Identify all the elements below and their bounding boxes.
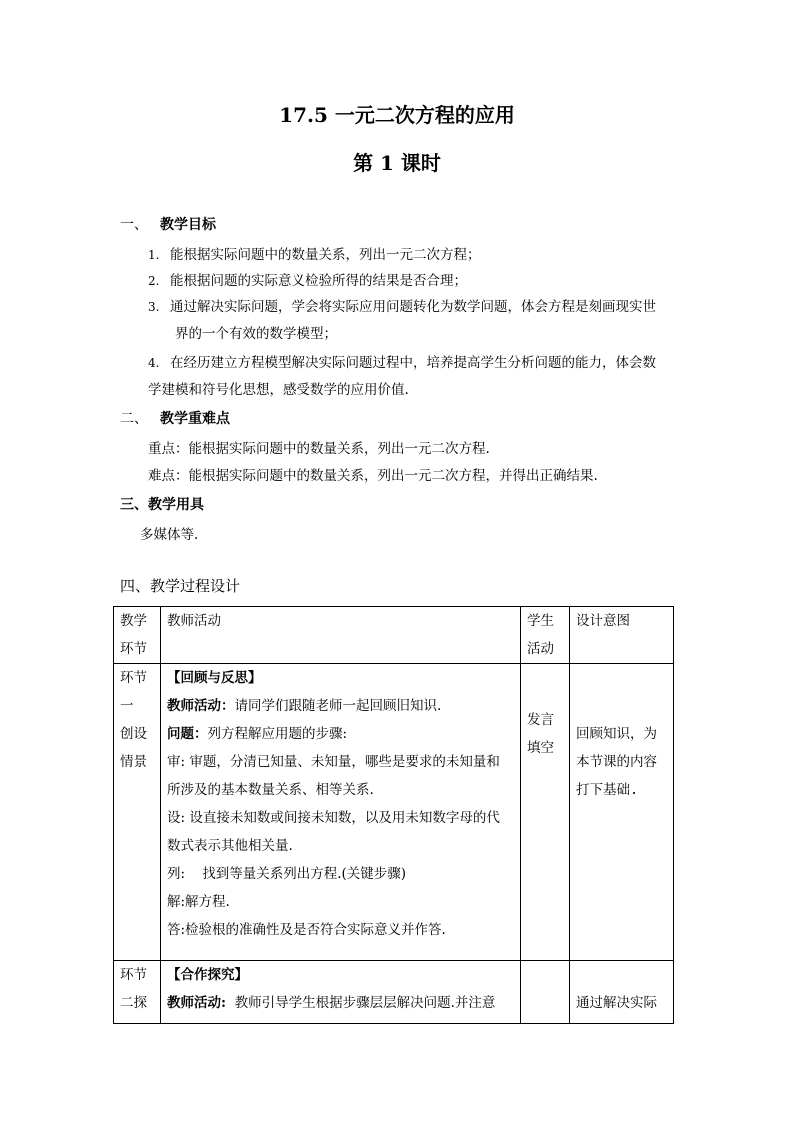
table-row: [114, 664, 674, 961]
table-header-row: [114, 607, 674, 664]
stage-text: 二探: [120, 995, 147, 1011]
stage-text: 创设: [120, 726, 147, 742]
label: 问题：: [167, 726, 208, 742]
item-text: 通过解决实际问题，学会将实际应用问题转化为数学问题，体会方程是刻画现实世: [170, 299, 656, 315]
step-line: 解:解方程.: [167, 894, 230, 910]
teacher-activity-cell: [161, 961, 521, 1024]
student-text: 填空: [527, 740, 554, 756]
step-line: 设: 设直接未知数或间接未知数，以及用未知数字母的代: [167, 810, 500, 826]
label: 教师活动:: [167, 995, 226, 1011]
section-heading-key-points: [120, 410, 230, 428]
step-line: 所涉及的基本数量关系、相等关系.: [167, 782, 374, 798]
student-text: 发言: [527, 712, 554, 728]
key-point-text: 重点：能根据实际问题中的数量关系，列出一元二次方程.: [148, 441, 490, 457]
objective-item: [148, 272, 467, 290]
lesson-subtitle: 第 1 课时: [353, 151, 441, 175]
section-heading-process: 四、教学过程设计: [120, 577, 241, 595]
objective-item: [148, 298, 656, 316]
objective-item-continuation: 学建模和符号化思想，感受数学的应用价值.: [148, 382, 409, 398]
header-text: 教师活动: [167, 613, 221, 629]
text: 请同学们跟随老师一起回顾旧知识.: [234, 698, 442, 714]
intent-text: 打下基础.: [576, 782, 639, 798]
objective-item-continuation: 界的一个有效的数学模型；: [175, 326, 337, 342]
item-number: 1.: [148, 248, 160, 262]
intent-cell: [570, 664, 674, 961]
stage-text: 环节: [120, 670, 147, 686]
stage-text: 环节: [120, 967, 147, 983]
block-heading: 【合作探究】: [167, 967, 248, 983]
item-text: 能根据问题的实际意义检验所得的结果是否合理；: [170, 273, 467, 289]
section-title: 教学重难点: [160, 411, 230, 427]
step-line: 列: 找到等量关系列出方程.(关键步骤): [167, 866, 407, 882]
item-text: 在经历建立方程模型解决实际问题过程中，培养提高学生分析问题的能力，体会数: [170, 355, 656, 371]
difficult-point-text: 难点：能根据实际问题中的数量关系，列出一元二次方程，并得出正确结果.: [148, 468, 598, 484]
item-number: 4.: [148, 356, 160, 370]
step-line: 审: 审题，分清已知量、未知量，哪些是要求的未知量和: [167, 754, 500, 770]
student-activity-cell: [521, 961, 570, 1024]
objective-item: [148, 246, 481, 264]
teacher-activity-line: [167, 989, 520, 1017]
block-heading: 【回顾与反思】: [167, 670, 262, 686]
header-intent-cell: [570, 607, 674, 664]
item-number: 2.: [148, 274, 160, 288]
label: 教师活动：: [167, 698, 235, 714]
header-stage-cell: [114, 607, 161, 664]
intent-text: 通过解决实际: [576, 995, 657, 1011]
header-text: 环节: [120, 641, 147, 657]
header-text: 设计意图: [576, 613, 630, 629]
document-title: 17.5 一元二次方程的应用: [279, 103, 515, 127]
header-text: 活动: [527, 641, 554, 657]
intent-cell: [570, 961, 674, 1024]
section-heading-tools: 三、教学用具: [120, 497, 204, 513]
header-text: 教学: [120, 613, 147, 629]
step-line: 答:检验根的准确性及是否符合实际意义并作答.: [167, 922, 446, 938]
stage-text: 情景: [120, 754, 147, 770]
tools-text: 多媒体等.: [140, 527, 199, 543]
item-number: 3.: [148, 300, 160, 314]
stage-cell: [114, 961, 161, 1024]
header-teacher-cell: [161, 607, 521, 664]
section-number: 一、: [120, 217, 148, 233]
section-heading-objectives: [120, 216, 216, 234]
stage-text: 一: [120, 698, 134, 714]
text: 教师引导学生根据步骤层层解决问题.并注意: [225, 995, 496, 1011]
text: 列方程解应用题的步骤:: [207, 726, 348, 742]
section-number: 二、: [120, 411, 148, 427]
section-title: 教学目标: [160, 217, 216, 233]
stage-cell: [114, 664, 161, 961]
step-line: 数式表示其他相关量.: [167, 838, 293, 854]
student-activity-cell: [521, 664, 570, 961]
objective-item: [148, 354, 656, 372]
question-line: [167, 720, 520, 748]
item-text: 能根据实际问题中的数量关系，列出一元二次方程；: [170, 247, 481, 263]
table-row: [114, 961, 674, 1024]
header-student-cell: [521, 607, 570, 664]
teacher-activity-line: [167, 692, 520, 720]
teaching-process-table: [113, 606, 674, 1024]
header-text: 学生: [527, 613, 554, 629]
teacher-activity-cell: [161, 664, 521, 961]
intent-text: 本节课的内容: [576, 754, 657, 770]
intent-text: 回顾知识，为: [576, 726, 657, 742]
